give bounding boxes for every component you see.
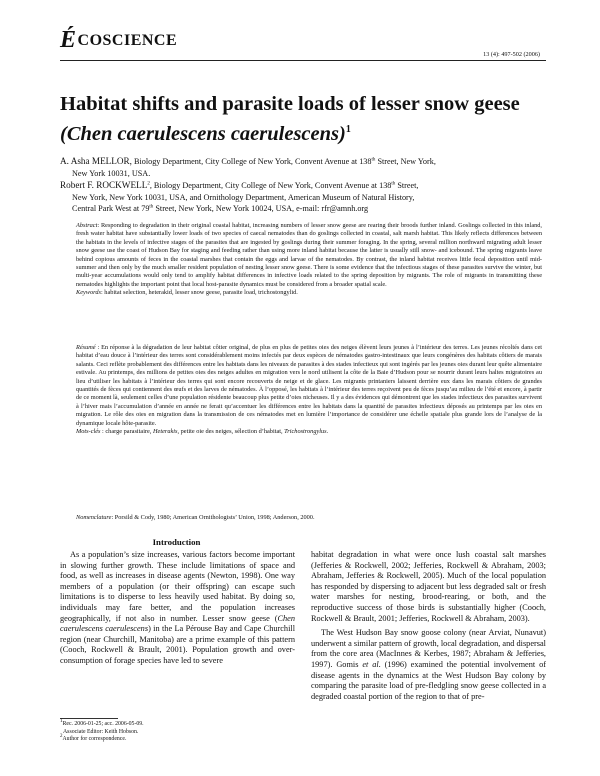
text-run: As a population’s size increases, various factors become important in slowing further growth. These include limitations of space and food, as well as increases in disease agents (Newton, 1998). One way members of a population (or their offspring) can escape such limitations is to disperse to less heavily used habitat. By doing so, individuals may fare better, and the population increases geographically, if not also in number. Lesser snow geese ( bbox=[60, 550, 295, 623]
resume-text: : En réponse à la dégradation de leur habitat côtier original, de plus en plus de petites oies des neiges élèvent leurs jeunes à l’intérieur des terres. Les jeunes récoltés dans cet habitat d’eau douce à l’intérieur des terres sont considérablement moins infectés par deux espèces de nématodes gastro-intestinaux que leurs congénères des habitats côtiers de marais salants. Ceci reflète probablement des différences entre les habitats dans les niveaux de parasites à des stades infectieux qui sont ingérés par les jeunes oies durant leur quête alimentaire estivale. Au printemps, des millions de petites oies des neiges adultes en migration vers le nord utilisent la côte de la Baie d’Hudson pour se nourrir durant leurs haltes migratoires au lieu d’utiliser les habitats à l’intérieur des terres qui sont encore recouverts de neige et de glace. Les migrants printaniers laissent derrière eux dans les marais côtiers de grandes quantités de fèces qui contiennent des œufs et des larves de nématodes. À l’opposé, les habitats à l’intérieur des terres reçoivent peu de fèces jusqu’au milieu de l’été et encore, à partir de ce moment là, seulement celles d’une population résidente beaucoup plus petite d’oies nicheuses. Il y a des évidences qui démontrent que les stades infectieux des parasites survivent à l’hiver mais l’accumulation d’année en année ne ferait qu’accentuer les différences entre les habitats dans la quantité de parasites infectieux déposés au printemps par les oies en migration. Le rôle des oies en migration dans la transmission de ces nématodes met en lumière l’importance de considérer une échelle spatiale plus grande lors de l’analyse de la dynamique locale hôte-parasite. bbox=[76, 344, 542, 427]
nomenclature-text: : Porsild & Cody, 1980; American Ornithologists’ Union, 1998; Anderson, 2000. bbox=[111, 514, 315, 521]
abstract bbox=[76, 222, 542, 298]
journal-citation: 13 (4): 497-502 (2006) bbox=[483, 51, 540, 58]
footnotes bbox=[60, 721, 295, 744]
nomenclature-label: Nomenclature bbox=[76, 514, 112, 521]
header-rule bbox=[60, 60, 546, 61]
text-italic: et al bbox=[362, 659, 379, 669]
logo-text: COSCIENCE bbox=[77, 32, 178, 49]
keywords-text: : habitat selection, heterakid, lesser snow geese, parasite load, trichostongylid. bbox=[100, 289, 298, 297]
mots-cles-text: , petite oie des neiges, sélection d’habitat, bbox=[177, 428, 285, 436]
journal-logo bbox=[60, 27, 178, 53]
logo-initial: É bbox=[60, 27, 77, 53]
footnote-rule bbox=[60, 718, 118, 719]
paragraph bbox=[60, 550, 295, 667]
paragraph: habitat degradation in what were once lush coastal salt marshes (Jefferies & Rockwell, 2002; Jefferies, Rockwell & Abraham, 2003; Abraham, Jefferies & Rockwell, 2005). Much of the local population has responded by dispersing to adjacent but less degraded salt or fresh water marshes for nesting, brood-rearing, or both, and the reproductive success of those birds is substantially higher (Cooch, Rockwell & Brault, 2001; Jefferies, Rockwell & Abraham, 2003). bbox=[311, 550, 546, 623]
footnote-mark: 2 bbox=[60, 734, 63, 740]
article-title bbox=[60, 92, 540, 147]
superscript: th bbox=[371, 157, 376, 163]
abstract-text: : Responding to degradation in their original coastal habitat, increasing numbers of lesser snow geese are rearing their broods further inland. Goslings collected in this inland, fresh water habitat have substantially lower loads of two species of caecal nematodes than do goslings collected in coastal, salt marsh habitat. This likely reflects differences between the habitats in the levels of infective stages of the parasites that are ingested by goslings during their summer foraging. In the spring, several million northward migrating adult lesser snow geese use the coast of Hudson Bay for staging and feeding rather than using more inland habitat because the latter is usually still snow- and icebound. The spring migrants leave behind copious amounts of feces in the coastal marshes that contain the eggs and larvae of the nematodes. By contrast, the inland habitat receives little fecal deposition until mid-summer and then only by the much smaller resident population of nesting lesser snow geese. There is some evidence that the infectious stages of these parasites survive the winter, but multi-year accumulations would only tend to amplify habitat differences in infective loads related to the spring deposition by migrants. The role of migrants in transmitting these nematodes highlights the important point that local host-parasite dynamics must be considered from a broader spatial scale. bbox=[76, 222, 542, 288]
text-run: . (1996) examined the potential involvement of disease agents in the dynamics at the West Hudson Bay colony by comparing the parasite load of pre-fledgling snow geese collected in a degraded coastal portion of the region to that of pre- bbox=[311, 659, 546, 701]
footnote-mark: 1 bbox=[60, 719, 63, 725]
species-name: Chen caerulescens caerulescens bbox=[60, 613, 295, 634]
title-footnote-mark: 1 bbox=[345, 124, 351, 135]
title-line2: (Chen caerulescens caerulescens) bbox=[60, 122, 346, 145]
footnote-text: Author for correspondence. bbox=[62, 736, 127, 743]
footnote-2 bbox=[60, 736, 295, 744]
author-affiliation: Biology Department, City College of New York, Convent Avenue at 138 bbox=[131, 157, 372, 166]
nomenclature bbox=[76, 514, 542, 521]
author-block-1 bbox=[60, 156, 540, 179]
footnote-1b: Associate Editor: Keith Hobson. bbox=[63, 728, 139, 735]
keywords-label: Keywords bbox=[76, 289, 101, 297]
mots-cles-text: . bbox=[326, 428, 329, 436]
introduction-heading: Introduction bbox=[152, 537, 201, 547]
author-affiliation: , Biology Department, City College of New York, Convent Avenue at 138 bbox=[149, 181, 392, 190]
paragraph bbox=[311, 628, 546, 702]
body-column-right bbox=[311, 550, 546, 702]
superscript: th bbox=[149, 204, 154, 210]
text-run: ) in the La Pérouse Bay and Cape Churchill region (near Churchill, Manitoba) are a prime example of this pattern (Cooch, Rockwell & Brault, 2001). Population growth and over-consumption of forage species have led to severe bbox=[60, 624, 295, 665]
author-affiliation-end: Street, New York, bbox=[375, 157, 436, 166]
author-name: Robert F. ROCKWELL bbox=[60, 180, 148, 190]
author-footnote-mark: 2 bbox=[147, 181, 150, 187]
resume-label: Résumé bbox=[76, 344, 96, 351]
superscript: th bbox=[391, 181, 396, 187]
body-column-left bbox=[60, 550, 295, 667]
author-block-2 bbox=[60, 180, 540, 215]
author-affiliation-end: Street, bbox=[395, 181, 419, 190]
resume bbox=[76, 344, 542, 436]
mots-cles-text: : charge parasitaire, bbox=[100, 428, 153, 436]
author-affiliation-line3 bbox=[60, 203, 540, 215]
footnote-text: Rec. 2006-01-25; acc. 2006-05-09. bbox=[62, 721, 144, 727]
mots-cles-italic: Trichostrongylus bbox=[284, 428, 327, 436]
abstract-label: Abstract bbox=[76, 222, 98, 229]
text-run: The West Hudson Bay snow goose colony (near Arviat, Nunavut) underwent a similar pattern of growth, local degradation, and dispersal from the core area (MacInnes & Kerbes, 1987; Abraham & Jefferies, 1997). Gomis bbox=[311, 628, 546, 669]
author-affiliation-line2: New York, New York 10031, USA, and Ornithology Department, American Museum of Natural History, bbox=[72, 192, 415, 202]
author-affiliation-line2: New York 10031, USA. bbox=[72, 168, 151, 178]
mots-cles-label: Mots-clés bbox=[76, 428, 101, 436]
mots-cles-italic: Heterakis bbox=[153, 428, 178, 436]
title-line1: Habitat shifts and parasite loads of lesser snow geese bbox=[60, 93, 520, 115]
author-name: A. Asha MELLOR, bbox=[60, 156, 132, 166]
affil-part: Central Park West at 79 bbox=[72, 204, 150, 213]
footnote-1 bbox=[60, 721, 295, 729]
affil-part: Street, New York, New York 10024, USA, e-mail: rfr@amnh.org bbox=[153, 204, 369, 213]
